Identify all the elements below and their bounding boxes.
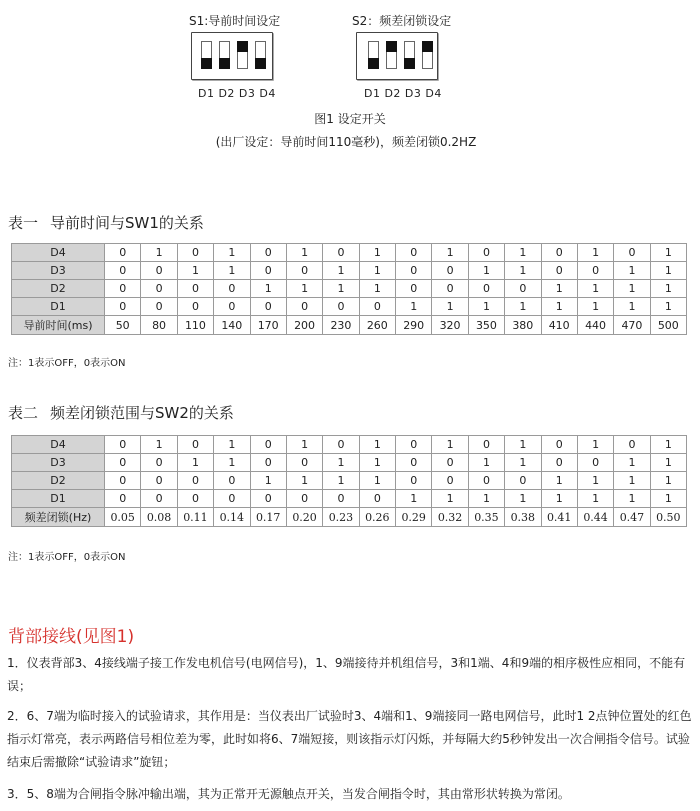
table-cell: 0 [432, 454, 468, 472]
table-cell: 0 [214, 490, 250, 508]
table-cell: 1 [577, 298, 613, 316]
table-cell: 0 [505, 280, 541, 298]
table-cell: 0 [468, 436, 504, 454]
table2-note: 注：1表示OFF，0表示ON [8, 552, 126, 563]
table-row [12, 490, 687, 508]
table-cell: 1 [614, 490, 650, 508]
table-cell: 0 [141, 280, 177, 298]
table-cell: 0 [177, 280, 213, 298]
wiring-section-title: 背部接线(见图1) [8, 627, 135, 647]
table-cell: 0 [141, 472, 177, 490]
table-cell: 1 [541, 298, 577, 316]
table-cell: 0 [105, 454, 141, 472]
table-row [12, 298, 687, 316]
table-cell: 1 [505, 298, 541, 316]
table-cell: 1 [650, 244, 686, 262]
s2-dip-switch [356, 32, 438, 80]
table-cell: 0.08 [141, 508, 177, 527]
table-cell: 1 [323, 472, 359, 490]
table-cell: 0.38 [505, 508, 541, 527]
table-cell: 1 [468, 298, 504, 316]
wiring-paragraph-3: 3．5、8端为合闸指令脉冲输出端，其为正常开无源触点开关，当发合闸指令时，其由常形状转换为常闭。 [7, 787, 570, 801]
table-cell: 0 [141, 490, 177, 508]
table-cell: 1 [432, 490, 468, 508]
table-cell: 380 [505, 316, 541, 335]
table-cell: 260 [359, 316, 395, 335]
table-cell: 1 [468, 490, 504, 508]
table-cell: 1 [541, 280, 577, 298]
table-cell: 1 [614, 454, 650, 472]
s1-knob-d2-icon [219, 58, 230, 69]
table-cell: 50 [105, 316, 141, 335]
table-cell: 0 [250, 436, 286, 454]
s2-d-labels: D1 D2 D3 D4 [364, 87, 442, 100]
table-cell: 0 [141, 262, 177, 280]
s1-dip-d1 [201, 41, 212, 69]
s1-knob-d4-icon [255, 58, 266, 69]
table2-number: 表二 [8, 404, 39, 422]
table-cell: 1 [250, 280, 286, 298]
table-cell: 1 [541, 472, 577, 490]
table-cell: 0.44 [577, 508, 613, 527]
s2-dip-d2 [386, 41, 397, 69]
row-label: 频差闭锁(Hz) [12, 508, 105, 527]
table-cell: 410 [541, 316, 577, 335]
wiring-paragraph-1: 1．仪表背部3、4接线端子接工作发电机信号(电网信号)，1、9端接待并机组信号，3和1端、4和9端的相序极性应相同，不能有误； [7, 656, 686, 693]
figure-caption: 图1 设定开关 [314, 112, 386, 126]
table-cell: 1 [614, 472, 650, 490]
table-cell: 0 [105, 472, 141, 490]
table-cell: 0.47 [614, 508, 650, 527]
s1-d-labels: D1 D2 D3 D4 [198, 87, 276, 100]
table-cell: 0.20 [286, 508, 322, 527]
row-label: D4 [12, 436, 105, 454]
table-cell: 0 [105, 280, 141, 298]
table-cell: 0 [105, 262, 141, 280]
table-cell: 140 [214, 316, 250, 335]
table-cell: 1 [505, 244, 541, 262]
table-cell: 0 [468, 472, 504, 490]
table-row [12, 244, 687, 262]
table-cell: 1 [286, 472, 322, 490]
table-cell: 1 [468, 454, 504, 472]
s1-title: S1:导前时间设定 [189, 14, 281, 28]
table-cell: 1 [323, 262, 359, 280]
table-cell: 0 [396, 244, 432, 262]
table-cell: 1 [359, 436, 395, 454]
s2-knob-d3-icon [404, 58, 415, 69]
table-cell: 0 [105, 298, 141, 316]
table-cell: 1 [505, 490, 541, 508]
table-cell: 0 [286, 454, 322, 472]
row-label: D2 [12, 280, 105, 298]
table-cell: 0.11 [177, 508, 213, 527]
row-label: D3 [12, 262, 105, 280]
table-cell: 1 [505, 262, 541, 280]
s2-dip-d1 [368, 41, 379, 69]
table-cell: 1 [577, 490, 613, 508]
table-cell: 0 [323, 244, 359, 262]
table-cell: 0.05 [105, 508, 141, 527]
table-cell: 1 [541, 490, 577, 508]
table-cell: 80 [141, 316, 177, 335]
s2-title: S2：频差闭锁设定 [352, 14, 452, 28]
table-cell: 320 [432, 316, 468, 335]
table-cell: 440 [577, 316, 613, 335]
row-label: 导前时间(ms) [12, 316, 105, 335]
table-cell: 0 [432, 472, 468, 490]
table-cell: 0 [214, 280, 250, 298]
table-cell: 1 [214, 244, 250, 262]
table-cell: 200 [286, 316, 322, 335]
factory-setting-note: (出厂设定：导前时间110毫秒)，频差闭锁0.2HZ [215, 135, 477, 149]
table-cell: 1 [468, 262, 504, 280]
s1-knob-d1-icon [201, 58, 212, 69]
table-cell: 0 [541, 244, 577, 262]
table-cell: 0.14 [214, 508, 250, 527]
table-row [12, 472, 687, 490]
table-cell: 0 [323, 298, 359, 316]
s1-dip-d2 [219, 41, 230, 69]
table-cell: 1 [650, 472, 686, 490]
table-cell: 1 [650, 262, 686, 280]
table-cell: 1 [614, 280, 650, 298]
table-cell: 0 [286, 262, 322, 280]
table-cell: 0.41 [541, 508, 577, 527]
table-cell: 0 [177, 472, 213, 490]
table-cell: 1 [214, 454, 250, 472]
table-cell: 1 [286, 436, 322, 454]
table-cell: 1 [323, 454, 359, 472]
table-cell: 0 [614, 244, 650, 262]
table-cell: 0 [177, 298, 213, 316]
table-cell: 0.32 [432, 508, 468, 527]
table-row [12, 316, 687, 335]
table-cell: 0 [396, 262, 432, 280]
table-cell: 0 [177, 436, 213, 454]
table-cell: 0 [577, 262, 613, 280]
table-cell: 1 [359, 454, 395, 472]
table-cell: 1 [286, 244, 322, 262]
table-cell: 1 [577, 472, 613, 490]
s2-dip-d4 [422, 41, 433, 69]
table-cell: 0 [214, 472, 250, 490]
table-cell: 0 [250, 298, 286, 316]
table-cell: 1 [432, 244, 468, 262]
table-cell: 1 [214, 262, 250, 280]
table-cell: 1 [432, 436, 468, 454]
s1-dip-d4 [255, 41, 266, 69]
table-row [12, 436, 687, 454]
table-cell: 1 [577, 436, 613, 454]
table-cell: 0 [286, 490, 322, 508]
table-cell: 0 [250, 244, 286, 262]
row-label: D3 [12, 454, 105, 472]
table-cell: 1 [141, 244, 177, 262]
table-cell: 0.26 [359, 508, 395, 527]
s1-dip-switch [191, 32, 273, 80]
table-cell: 1 [359, 244, 395, 262]
table-cell: 1 [577, 280, 613, 298]
table-cell: 0 [396, 436, 432, 454]
table1-title [8, 212, 216, 233]
table-cell: 1 [323, 280, 359, 298]
table-cell: 0 [577, 454, 613, 472]
table-cell: 0 [396, 472, 432, 490]
table-cell: 0 [214, 298, 250, 316]
table-cell: 0 [541, 454, 577, 472]
table-cell: 1 [396, 490, 432, 508]
row-label: D4 [12, 244, 105, 262]
table-row [12, 262, 687, 280]
table-cell: 0 [323, 436, 359, 454]
table-cell: 0 [105, 244, 141, 262]
table-cell: 0 [177, 490, 213, 508]
table-cell: 0 [432, 262, 468, 280]
table1-title-text: 导前时间与SW1的关系 [50, 214, 204, 232]
table-cell: 1 [214, 436, 250, 454]
table2-title-text: 频差闭锁范围与SW2的关系 [50, 404, 234, 422]
s2-knob-d2-icon [386, 41, 397, 52]
table-row [12, 508, 687, 527]
table-cell: 1 [141, 436, 177, 454]
table-cell: 0 [286, 298, 322, 316]
table-cell: 1 [650, 454, 686, 472]
table-cell: 0 [250, 262, 286, 280]
table-cell: 1 [650, 436, 686, 454]
table-cell: 1 [359, 280, 395, 298]
table-cell: 110 [177, 316, 213, 335]
table1-note: 注：1表示OFF，0表示ON [8, 358, 126, 369]
table-cell: 0 [250, 490, 286, 508]
table-cell: 0 [359, 490, 395, 508]
table-cell: 1 [177, 262, 213, 280]
table-cell: 1 [650, 490, 686, 508]
table-cell: 0 [468, 244, 504, 262]
table-cell: 170 [250, 316, 286, 335]
row-label: D2 [12, 472, 105, 490]
table-cell: 1 [359, 472, 395, 490]
table-cell: 0 [432, 280, 468, 298]
s2-knob-d1-icon [368, 58, 379, 69]
table-cell: 350 [468, 316, 504, 335]
table-cell: 1 [286, 280, 322, 298]
table-cell: 1 [614, 298, 650, 316]
s2-knob-d4-icon [422, 41, 433, 52]
table2-grid [11, 435, 687, 527]
table-cell: 1 [614, 262, 650, 280]
table-cell: 0 [323, 490, 359, 508]
table-cell: 1 [505, 436, 541, 454]
table-cell: 0.17 [250, 508, 286, 527]
table-cell: 0 [359, 298, 395, 316]
table-cell: 0 [396, 280, 432, 298]
table-cell: 0 [105, 490, 141, 508]
table-cell: 0.29 [396, 508, 432, 527]
table-row [12, 280, 687, 298]
s1-dip-d3 [237, 41, 248, 69]
table-cell: 0 [396, 454, 432, 472]
table-cell: 1 [250, 472, 286, 490]
table-cell: 0.50 [650, 508, 686, 527]
wiring-paragraph-2: 2．6、7端为临时接入的试验请求，其作用是：当仪表出厂试验时3、4端和1、9端接同一路电网信号，此时1 2点钟位置处的红色指示灯常亮，表示两路信号相位差为零，此时如将6、7端短接，则该指示灯闪烁，并每隔大约5秒钟发出一次合闸指令信号。试验结束后需撤除“试验请求”旋钮； [7, 709, 692, 769]
table-cell: 1 [505, 454, 541, 472]
table-row [12, 454, 687, 472]
table-cell: 1 [577, 244, 613, 262]
row-label: D1 [12, 298, 105, 316]
table-cell: 0 [614, 436, 650, 454]
table-cell: 1 [432, 298, 468, 316]
table-cell: 0 [541, 262, 577, 280]
table-cell: 0.35 [468, 508, 504, 527]
table1-grid [11, 243, 687, 335]
table-cell: 0 [505, 472, 541, 490]
table-cell: 1 [177, 454, 213, 472]
table-cell: 0 [105, 436, 141, 454]
table-cell: 1 [396, 298, 432, 316]
table-cell: 1 [650, 298, 686, 316]
table-cell: 500 [650, 316, 686, 335]
table-cell: 0 [468, 280, 504, 298]
table-cell: 1 [359, 262, 395, 280]
table2-title [8, 402, 246, 423]
table1-number: 表一 [8, 214, 39, 232]
table-cell: 0.23 [323, 508, 359, 527]
row-label: D1 [12, 490, 105, 508]
s2-dip-d3 [404, 41, 415, 69]
table-cell: 0 [250, 454, 286, 472]
table-cell: 290 [396, 316, 432, 335]
s1-knob-d3-icon [237, 41, 248, 52]
table-cell: 470 [614, 316, 650, 335]
table-cell: 1 [650, 280, 686, 298]
table-cell: 0 [177, 244, 213, 262]
table-cell: 0 [141, 454, 177, 472]
table-cell: 230 [323, 316, 359, 335]
table-cell: 0 [541, 436, 577, 454]
table-cell: 0 [141, 298, 177, 316]
